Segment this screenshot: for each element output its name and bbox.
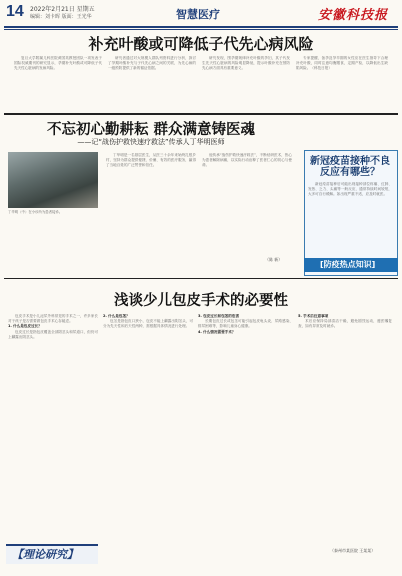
issue-date: 2022年2月21日 星期五 bbox=[30, 6, 95, 13]
story2-column-2 bbox=[202, 153, 292, 257]
story3-subhead-5: 5. 手术后注意事项 bbox=[298, 314, 329, 318]
story1-paragraph-4: 专家提醒，备孕及孕早期的女性应在医生指导下合理补充叶酸，同时注意均衡膳食，定期产检，以降低出生缺陷风险。（科技日报） bbox=[296, 56, 388, 71]
masthead-logo: 安徽科技报 bbox=[318, 8, 389, 23]
story2-photo bbox=[8, 152, 98, 208]
story2-paragraph-2: 他传承“战伤护救快速疗救法”，不断钻研医术，热心为患者解除病痛，以实际行动诠释了医者仁心的初心与使命。 bbox=[202, 153, 292, 168]
editor-line: 编辑：刘卡晖 版面：王光华 bbox=[30, 14, 92, 20]
story1-headline: 补充叶酸或可降低子代先心病风险 bbox=[88, 35, 314, 53]
story3-headline: 浅谈少儿包皮手术的必要性 bbox=[114, 293, 288, 309]
page-header bbox=[0, 0, 402, 36]
story3-column-2 bbox=[103, 314, 193, 556]
story2-column-1 bbox=[106, 153, 196, 261]
story1-column-2 bbox=[108, 56, 196, 108]
story2-subheadline: ——记“战伤护救快速疗救法”传承人丁华明医师 bbox=[77, 138, 225, 146]
section-divider bbox=[4, 113, 398, 115]
story3-author: （泰州市某医院 王某某） bbox=[330, 548, 376, 553]
sidebar-paragraph: 新冠疫苗接种后可能出现接种部位疼痛、红肿、发热、乏力、头痛等一般反应，通常持续时间较短，大多可自行缓解。如出现严重不适，应及时就医。 bbox=[308, 182, 392, 197]
section-title: 智慧医疗 bbox=[176, 8, 220, 21]
story3-column-1 bbox=[8, 314, 98, 540]
section-divider-2 bbox=[4, 278, 398, 279]
story3-paragraph-3: 长期包皮过长或包茎可能引起包皮龟头炎、尿路感染、排尿困难等，影响儿童身心健康。 bbox=[198, 319, 293, 329]
story3-subhead-2: 2. 什么是包茎？ bbox=[103, 314, 130, 318]
story3-subhead-1: 1. 什么是包皮过长？ bbox=[8, 324, 42, 329]
story1-column-4 bbox=[296, 56, 388, 108]
sidebar-body bbox=[308, 182, 392, 252]
story3-column-3 bbox=[198, 314, 293, 556]
story1-paragraph-1: 复旦大学附属儿科医院黄国英教授团队一项发表于国际权威期刊的研究显示，孕期补充叶酸或可降低子代先天性心脏病的发病风险。 bbox=[14, 56, 102, 71]
photo-caption: 丁华明（中）在小诊所为患者接诊。 bbox=[8, 210, 63, 214]
story3-paragraph-1: 包皮过长是指包皮覆盖全部阴茎头和尿道口，但仍可上翻露出阴茎头。 bbox=[8, 329, 98, 339]
story2-paragraph-1: 丁华明是一名基层医生，从医三十余年来始终扎根乡村，坚持为群众提供便捷、价廉、有效的医疗服务，赢得了当地百姓的广泛赞誉和信任。 bbox=[106, 153, 196, 168]
story3-paragraph-2: 包茎是指包皮口狭小，包皮不能上翻露出阴茎头，可分为先天性和后天性两种，需根据具体情况进行处理。 bbox=[103, 319, 193, 329]
story1-paragraph-3: 研究发现，围孕期规律补充叶酸的孕妇，其子代发生先天性心脏病的风险明显降低，提示叶酸补充在预防先心病方面具有重要意义。 bbox=[202, 56, 290, 71]
story1-paragraph-2: 研究者通过对大规模人群队列资料进行分析，探讨了孕期叶酸补充与子代先心病之间的关联，为先心病的一级预防提供了新的循证依据。 bbox=[108, 56, 196, 71]
story3-paragraph-4: 术后应保持局部清洁干燥，避免剧烈运动，遵医嘱复查，如有异常及时就诊。 bbox=[298, 319, 392, 329]
page-number: 14 bbox=[6, 3, 24, 20]
story3-subhead-4: 4. 什么情况需要手术？ bbox=[198, 329, 236, 334]
story2-headline: 不忘初心勤耕耘 群众满意铸医魂 bbox=[46, 122, 256, 138]
story3-intro: 包皮手术是小儿泌尿外科常见的手术之一，许多家长对于孩子是否需要做包皮手术心存疑虑。 bbox=[8, 314, 98, 324]
story1-column-3 bbox=[202, 56, 290, 108]
sidebar-tag: [防疫热点知识] bbox=[320, 260, 376, 269]
header-rule bbox=[4, 26, 398, 28]
story1-column-1 bbox=[14, 56, 102, 108]
story3-column-4 bbox=[298, 314, 392, 544]
column-tag: 【理论研究】 bbox=[12, 548, 78, 561]
sidebar-title: 新冠疫苗接种不良反应有哪些？ bbox=[310, 156, 390, 178]
story2-author: （陈 新） bbox=[265, 257, 283, 262]
header-rule-thin bbox=[4, 29, 398, 30]
story3-subhead-3: 3. 包皮过长和包茎的危害 bbox=[198, 314, 240, 318]
